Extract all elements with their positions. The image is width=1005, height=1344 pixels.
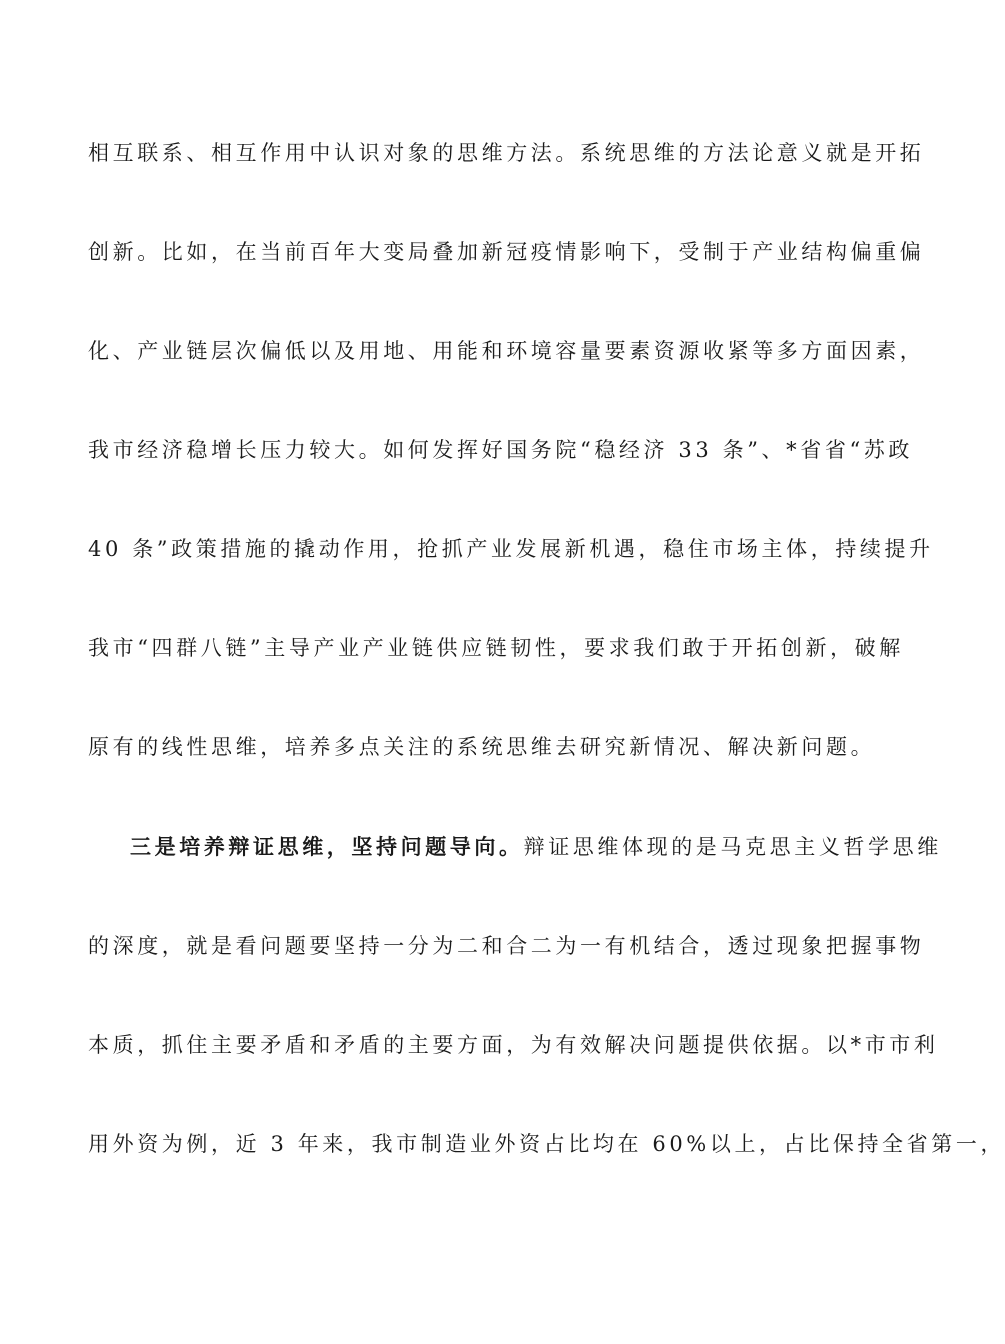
body-text-line: 用外资为例，近 3 年来，我市制造业外资占比均在 60%以上，占比保持全省第一， <box>88 1132 1005 1156</box>
paragraph-text: 辩证思维体现的是马克思主义哲学思维 <box>523 835 942 859</box>
body-text-line: 40 条”政策措施的撬动作用，抢抓产业发展新机遇，稳住市场主体，持续提升 <box>88 537 934 561</box>
body-text-line: 原有的线性思维，培养多点关注的系统思维去研究新情况、解决新问题。 <box>88 735 876 759</box>
body-text-line: 的深度，就是看问题要坚持一分为二和合二为一有机结合，透过现象把握事物 <box>88 934 925 958</box>
body-text-line: 本质，抓住主要矛盾和矛盾的主要方面，为有效解决问题提供依据。以*市市利 <box>88 1033 939 1057</box>
body-text-line: 化、产业链层次偏低以及用地、用能和环境容量要素资源收紧等多方面因素， <box>88 339 925 363</box>
body-text-line: 相互联系、相互作用中认识对象的思维方法。系统思维的方法论意义就是开拓 <box>88 141 925 165</box>
body-text-line: 我市经济稳增长压力较大。如何发挥好国务院“稳经济 33 条”、*省省“苏政 <box>88 438 913 462</box>
paragraph-heading: 三是培养辩证思维，坚持问题导向。 <box>130 834 524 859</box>
body-text-line: 创新。比如，在当前百年大变局叠加新冠疫情影响下，受制于产业结构偏重偏 <box>88 240 925 264</box>
paragraph-first-line <box>130 832 942 862</box>
body-text-line: 我市“四群八链”主导产业产业链供应链韧性，要求我们敢于开拓创新，破解 <box>88 636 904 660</box>
